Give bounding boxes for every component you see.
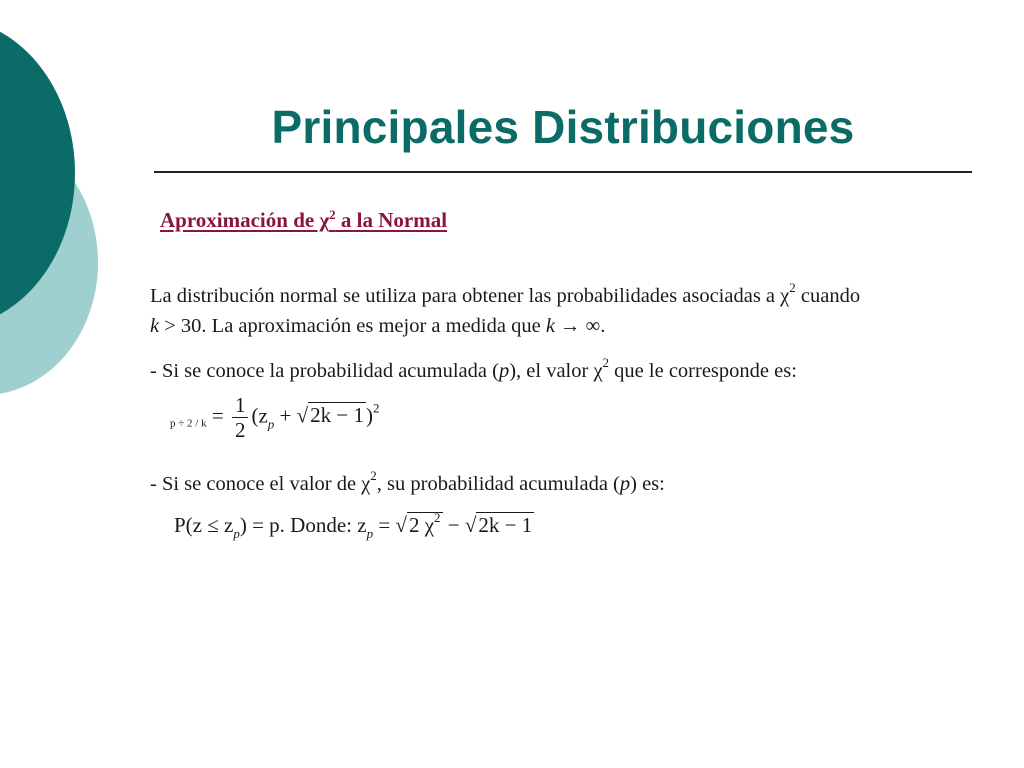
paragraph-line-2 xyxy=(150,315,605,338)
f2-sqrt1 xyxy=(407,512,443,537)
f1-lhs-frac: 2 / k xyxy=(187,417,207,430)
f1-fraction xyxy=(232,393,249,442)
sqrt-symbol: √ xyxy=(395,513,407,537)
line4-sup: 2 xyxy=(370,468,377,483)
line1-end: cuando xyxy=(795,285,861,307)
f1-open: (z xyxy=(251,403,268,428)
line2-end: → ∞. xyxy=(554,315,606,337)
formula-probability xyxy=(174,510,534,542)
f2-lhs-sub: p xyxy=(233,526,240,541)
f1-sub: p xyxy=(267,416,275,432)
paragraph-line-3 xyxy=(150,355,797,383)
f1-lhs: p ÷ xyxy=(170,417,188,430)
formula-chi-square-inverse xyxy=(170,393,380,442)
sqrt-symbol: √ xyxy=(296,403,309,428)
f1-eq: = xyxy=(206,403,229,428)
subtitle-pre: Aproximación de χ xyxy=(160,208,330,232)
line3-sup: 2 xyxy=(602,355,610,370)
line1-sup: 2 xyxy=(789,280,796,295)
line3-text: - Si se conoce la probabilidad acumulada ( xyxy=(150,360,499,382)
line3-p: p xyxy=(498,360,510,382)
line4-text: - Si se conoce el valor de χ xyxy=(150,473,371,495)
line2-text: > 30. La aproximación es mejor a medida que xyxy=(159,315,546,337)
f2-eq: = xyxy=(373,513,396,537)
line3-mid: ), el valor χ xyxy=(509,360,603,382)
f1-numerator: 1 xyxy=(232,393,249,418)
paragraph-line-1 xyxy=(150,280,860,308)
line4-end: ) es: xyxy=(630,473,665,495)
f2-sqrt2: 2k − 1 xyxy=(478,513,533,537)
sqrt-symbol: √ xyxy=(464,513,477,537)
f2-sqrt1-text: 2 χ xyxy=(408,513,435,537)
title-divider xyxy=(154,171,972,173)
slide-title: Principales Distribuciones xyxy=(271,101,855,153)
f1-denominator: 2 xyxy=(234,418,246,442)
subtitle-sup: 2 xyxy=(329,207,336,222)
line4-p: p xyxy=(619,473,631,495)
line3-end: que le corresponde es: xyxy=(609,360,797,382)
f2-sqrt1-sup: 2 xyxy=(434,510,441,525)
paragraph-line-4 xyxy=(150,468,665,496)
f1-plus: + xyxy=(274,403,297,428)
f1-pow: 2 xyxy=(373,400,380,416)
f2-mid: ) = p. Donde: z xyxy=(239,513,367,537)
subtitle-post: a la Normal xyxy=(335,208,448,232)
f2-minus: − xyxy=(442,513,465,537)
line2-k2: k xyxy=(545,315,555,337)
section-subtitle xyxy=(160,207,447,233)
f1-sqrt: 2k − 1 xyxy=(310,403,364,428)
line2-k: k xyxy=(150,315,160,337)
line4-mid: , su probabilidad acumulada ( xyxy=(376,473,620,495)
f1-close: ) xyxy=(366,403,373,428)
line1-text: La distribución normal se utiliza para obtener las probabilidades asociadas a χ xyxy=(150,285,790,307)
f2-sub: p xyxy=(366,526,374,541)
f2-lhs: P(z ≤ z xyxy=(174,513,234,537)
